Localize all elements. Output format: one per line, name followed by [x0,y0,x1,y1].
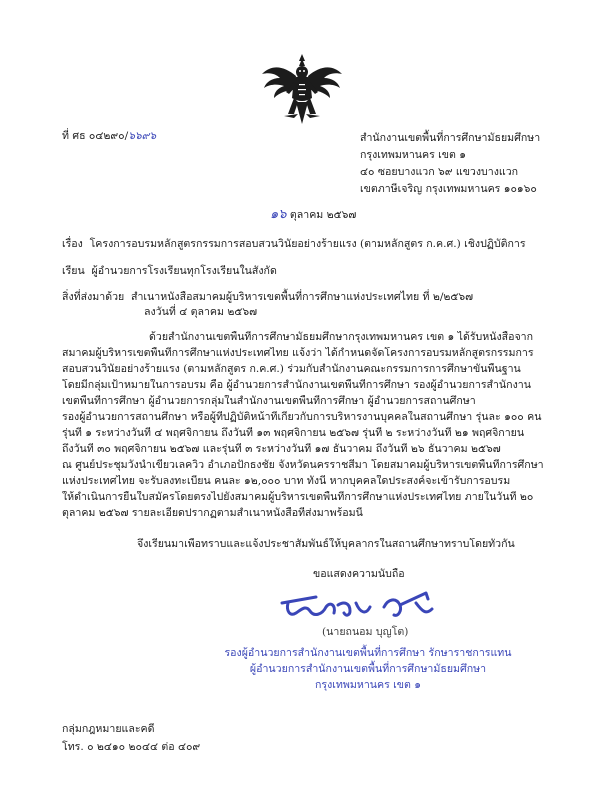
body-line: แห่งประเทศไทย จะรับลงทะเบียน คนละ ๑๒,๐๐๐ บาท ทั้งนี้ หากบุคคลใดประสงค์จะเข้ารับการอบรม [62,475,511,487]
office-line: สำนักงานเขตพื้นที่การศึกษามัธยมศึกษา [360,132,541,144]
signer-name: (นายถนอม บุญโต) [322,626,409,638]
doc-number-label: ที่ ศธ [62,130,86,142]
date-month-year: ตุลาคม ๒๕๖๗ [289,209,357,221]
office-line: กรุงเทพมหานคร เขต ๑ [360,149,466,161]
office-line: เขตภาษีเจริญ กรุงเทพมหานคร ๑๐๑๖๐ [360,183,537,195]
body-line: เขตพื้นที่การศึกษา ผู้อำนวยการกลุ่มในสำนักงานเขตพื้นที่การศึกษา ผู้อำนวยการสถานศึกษา [62,395,476,407]
closing-paragraph: จึงเรียนมาเพื่อทราบและแจ้งประชาสัมพันธ์ให้บุคลากรในสถานศึกษาทราบโดยทั่วกัน [137,538,515,550]
department: กลุ่มกฎหมายและคดี [62,723,155,735]
body-line: ณ ศูนย์ประชุมวังน้ำเขียวเลควิว อำเภอปักธงชัย จังหวัดนครราชสีมา โดยสมาคมผู้บริหารเขตพื้นที่การศึกษา [62,459,544,471]
salutation: ขอแสดงความนับถือ [313,568,405,580]
enclosure-row [62,291,473,304]
enclosure-label: สิ่งที่ส่งมาด้วย [62,291,125,303]
subject-text: โครงการอบรมหลักสูตรกรรมการสอบสวนวินัยอย่างร้ายแรง (ตามหลักสูตร ก.ค.ศ.) เชิงปฏิบัติการ [89,238,526,250]
signature-icon [276,583,446,625]
body-line: รุ่นที่ ๑ ระหว่างวันที่ ๔ พฤศจิกายน ถึงวันที่ ๑๓ พฤศจิกายน ๒๕๖๗ รุ่นที่ ๒ ระหว่างวันที่ ๒๑ พฤศจิกายน [62,427,525,439]
recipient-text: ผู้อำนวยการโรงเรียนทุกโรงเรียนในสังกัด [91,265,277,277]
phone: โทร. ๐ ๒๔๑๐ ๒๐๔๔ ต่อ ๔๐๙ [62,741,201,753]
body-line: โดยมีกลุ่มเป้าหมายในการอบรม คือ ผู้อำนวยการสำนักงานเขตพื้นที่การศึกษา รองผู้อำนวยการสำนักงาน [62,379,531,391]
body-line: รองผู้อำนวยการสถานศึกษา หรือผู้ที่ปฏิบัติหน้าที่เกี่ยวกับการบริหารงานบุคคลในสถานศึกษา รุ่นละ ๑๐๐ คน [62,411,542,423]
office-line: ๔๐ ซอยบางแวก ๖๙ แขวงบางแวก [360,166,519,178]
signer-title-line: กรุงเทพมหานคร เขต ๑ [315,679,421,691]
enclosure-line-2: ลงวันที่ ๔ ตุลาคม ๒๕๖๗ [144,306,258,318]
body-line: ด้วยสำนักงานเขตพื้นที่การศึกษามัธยมศึกษากรุงเทพมหานคร เขต ๑ ได้รับหนังสือจาก [149,331,534,343]
doc-number [62,130,156,143]
signer-title [218,645,518,693]
body-line: สอบสวนวินัยอย่างร้ายแรง (ตามหลักสูตร ก.ค.ศ.) ร่วมกับสำนักงานคณะกรรมการการศึกษาขั้นพื้นฐาน [62,363,521,375]
subject-label: เรื่อง [62,238,83,250]
doc-number-value: ๐๔๒๙๐/ [88,130,129,142]
date-day-handwritten: ๑๖ [270,207,287,222]
body-line: ให้ดำเนินการยื่นใบสมัครโดยตรงไปยังสมาคมผู้บริหารเขตพื้นที่การศึกษาแห่งประเทศไทย ภายในวันที่ ๒๐ [62,491,534,503]
recipient-row [62,265,277,278]
garuda-emblem-icon [258,52,346,130]
signer-title-line: ผู้อำนวยการสำนักงานเขตพื้นที่การศึกษามัธยมศึกษา [249,663,487,675]
body-line: ถึงวันที่ ๓๐ พฤศจิกายน ๒๕๖๗ และรุ่นที่ ๓ ระหว่างวันที่ ๑๗ ธันวาคม ถึงวันที่ ๒๖ ธันวาคม ๒๕๖๗ [62,443,501,455]
body-line: ตุลาคม ๒๕๖๗ รายละเอียดปรากฏตามสำเนาหนังสือที่ส่งมาพร้อมนี้ [62,507,363,519]
office-address [360,130,540,198]
doc-number-handwritten: ๖๖๙๖ [128,130,157,142]
signer-title-line: รองผู้อำนวยการสำนักงานเขตพื้นที่การศึกษา รักษาราชการแทน [224,647,512,659]
subject-row [62,238,526,251]
enclosure-line-1: สำเนาหนังสือสมาคมผู้บริหารเขตพื้นที่การศึกษาแห่งประเทศไทย ที่ ๒/๒๕๖๗ [130,291,474,303]
body-line: สมาคมผู้บริหารเขตพื้นที่การศึกษาแห่งประเทศไทย แจ้งว่า ได้กำหนดจัดโครงการอบรมหลักสูตรกรรมการ [62,347,534,359]
recipient-label: เรียน [62,265,85,277]
document-date [270,208,356,222]
